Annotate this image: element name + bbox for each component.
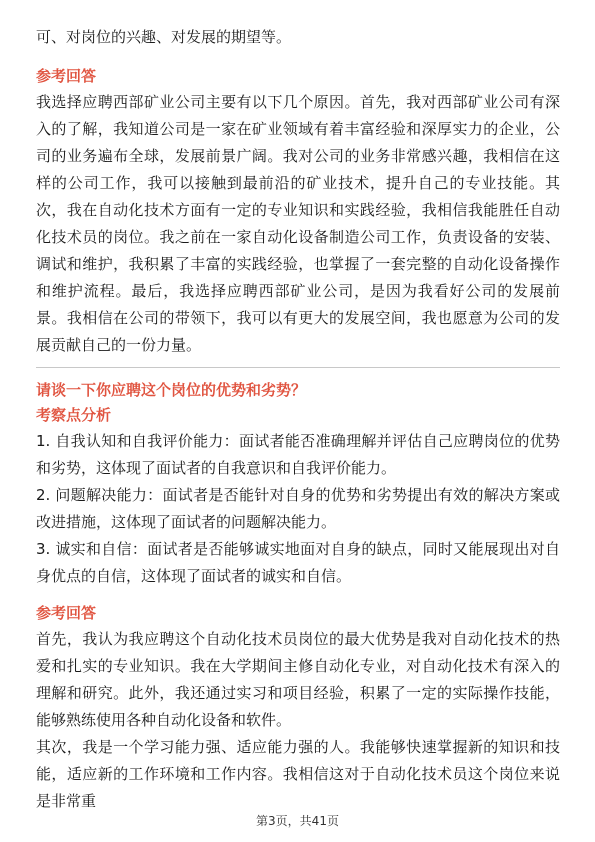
document-page	[36, 24, 560, 815]
page-number: 第3页，共41页	[256, 814, 339, 828]
answer-paragraph: 其次，我是一个学习能力强、适应能力强的人。我能够快速掌握新的知识和技能，适应新的工作环境和工作内容。我相信这对于自动化技术员这个岗位来说是非常重	[36, 738, 560, 810]
analysis-point: 3. 诚实和自信：面试者是否能够诚实地面对自身的缺点，同时又能展现出对自身优点的自信，这体现了面试者的诚实和自信。	[36, 540, 560, 585]
analysis-point: 1. 自我认知和自我评价能力：面试者能否准确理解并评估自己应聘岗位的优势和劣势，这体现了面试者的自我意识和自我评价能力。	[36, 432, 560, 477]
answer-paragraph: 首先，我认为我应聘这个自动化技术员岗位的最大优势是我对自动化技术的热爱和扎实的专业知识。我在大学期间主修自动化专业，对自动化技术有深入的理解和研究。此外，我还通过实习和项目经验，积累了一定的实际操作技能，能够熟练使用各种自动化设备和软件。	[36, 630, 560, 729]
section-divider	[36, 367, 560, 368]
question-heading: 请谈一下你应聘这个岗位的优势和劣势？	[36, 381, 307, 399]
analysis-point: 2. 问题解决能力：面试者是否能针对自身的优势和劣势提出有效的解决方案或改进措施，这体现了面试者的问题解决能力。	[36, 486, 560, 531]
answer-label: 参考回答	[36, 67, 97, 85]
paragraph-continuation: 可、对岗位的兴趣、对发展的期望等。	[36, 28, 292, 46]
analysis-label: 考察点分析	[36, 406, 112, 424]
answer-label: 参考回答	[36, 604, 97, 622]
answer-paragraph: 我选择应聘西部矿业公司主要有以下几个原因。首先，我对西部矿业公司有深入的了解，我知道公司是一家在矿业领域有着丰富经验和深厚实力的企业，公司的业务遍布全球，发展前景广阔。我对公司的业务非常感兴趣，我相信在这样的公司工作，我可以接触到最前沿的矿业技术，提升自己的专业技能。其次，我在自动化技术方面有一定的专业知识和实践经验，我相信我能胜任自动化技术员的岗位。我之前在一家自动化设备制造公司工作，负责设备的安装、调试和维护，我积累了丰富的实践经验，也掌握了一套完整的自动化设备操作和维护流程。最后，我选择应聘西部矿业公司，是因为我看好公司的发展前景。我相信在公司的带领下，我可以有更大的发展空间，我也愿意为公司的发展贡献自己的一份力量。	[36, 93, 560, 354]
